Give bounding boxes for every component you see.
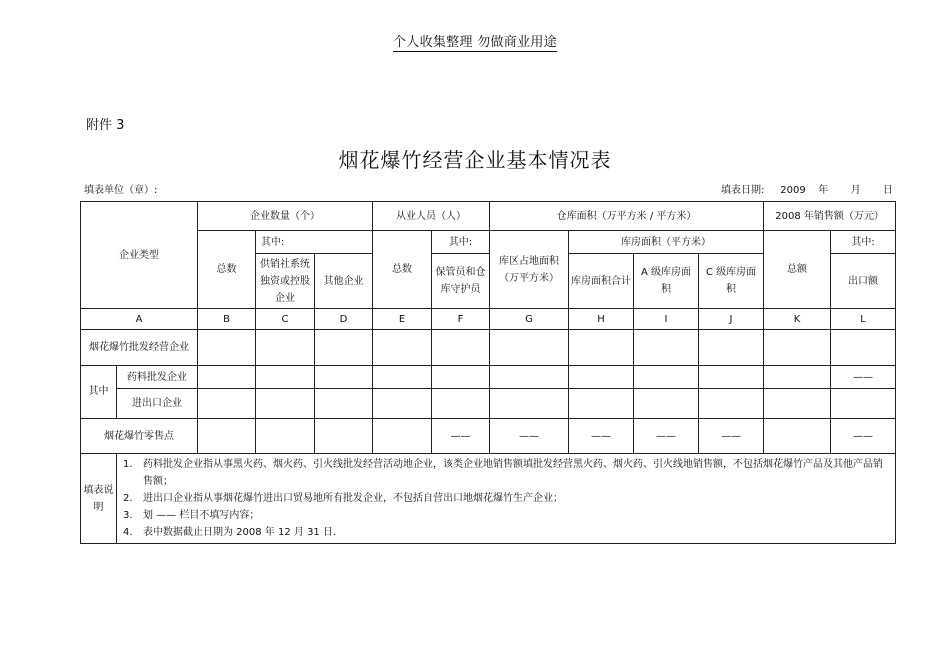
note-number: 4. [123, 527, 133, 538]
header-a-grade: A 级库房面积 [634, 254, 699, 309]
header-enterprise-type: 企业类型 [81, 202, 198, 309]
table-row [81, 330, 896, 366]
data-cell[interactable] [256, 330, 315, 366]
data-cell[interactable] [764, 389, 831, 419]
dash-cell: —— [831, 366, 896, 389]
note-number: 3. [123, 510, 133, 521]
table-row [81, 389, 896, 419]
dash-cell: —— [699, 419, 764, 454]
note-item [123, 524, 889, 541]
header-room-area: 库房面积（平方米） [569, 231, 764, 254]
data-cell[interactable] [490, 366, 569, 389]
data-cell[interactable] [569, 330, 634, 366]
data-cell[interactable] [634, 389, 699, 419]
data-cell[interactable] [432, 330, 490, 366]
data-cell[interactable] [315, 366, 373, 389]
data-cell[interactable] [198, 419, 256, 454]
page-header: 个人收集整理 勿做商业用途 [392, 35, 558, 50]
column-letter: H [569, 309, 634, 330]
row-label-import-export: 进出口企业 [117, 389, 198, 419]
dash-cell: —— [634, 419, 699, 454]
row-label-pharma: 药料批发企业 [117, 366, 198, 389]
header-c-grade: C 级库房面积 [699, 254, 764, 309]
attachment-label: 附件 3 [86, 118, 125, 133]
fill-unit-label: 填表单位（章）: [84, 185, 158, 196]
data-cell[interactable] [373, 389, 432, 419]
column-letter: L [831, 309, 896, 330]
data-cell[interactable] [831, 330, 896, 366]
header-keeper: 保管员和仓库守护员 [432, 254, 490, 309]
data-cell[interactable] [373, 366, 432, 389]
column-letter: B [198, 309, 256, 330]
row-label-wholesale: 烟花爆竹批发经营企业 [81, 330, 198, 366]
column-letter: E [373, 309, 432, 330]
column-letter: G [490, 309, 569, 330]
data-cell[interactable] [432, 366, 490, 389]
column-letter: C [256, 309, 315, 330]
note-text: 表中数据截止日期为 2008 年 12 月 31 日. [143, 527, 337, 538]
table-row [81, 366, 896, 389]
header-supply-coop: 供销社系统独资或控股企业 [256, 254, 315, 309]
column-letter: J [699, 309, 764, 330]
data-cell[interactable] [315, 330, 373, 366]
data-cell[interactable] [373, 330, 432, 366]
page-title: 烟花爆竹经营企业基本情况表 [338, 148, 612, 172]
data-cell[interactable] [764, 419, 831, 454]
header-staff: 从业人员（人） [373, 202, 490, 231]
data-cell[interactable] [699, 330, 764, 366]
column-letter: I [634, 309, 699, 330]
data-cell[interactable] [699, 366, 764, 389]
header-staff-among: 其中: [432, 231, 490, 254]
notes-content [117, 454, 896, 544]
data-cell[interactable] [432, 389, 490, 419]
data-cell[interactable] [764, 366, 831, 389]
note-item [123, 456, 889, 490]
data-cell[interactable] [315, 389, 373, 419]
header-site-area: 库区占地面积（万平方米） [490, 231, 569, 309]
header-count-among: 其中: [256, 231, 373, 254]
header-room-total: 库房面积合计 [569, 254, 634, 309]
data-cell[interactable] [256, 419, 315, 454]
dash-cell: —— [490, 419, 569, 454]
data-cell[interactable] [490, 330, 569, 366]
data-cell[interactable] [256, 366, 315, 389]
dash-cell: —— [432, 419, 490, 454]
enterprise-info-table [80, 201, 896, 544]
column-letter: K [764, 309, 831, 330]
note-text: 划 —— 栏目不填写内容； [143, 510, 260, 521]
header-staff-total: 总数 [373, 231, 432, 309]
column-letter: A [81, 309, 198, 330]
data-cell[interactable] [831, 389, 896, 419]
fill-date-label: 填表日期: 2009 年 月 日 [721, 185, 893, 196]
note-text: 药料批发企业指从事黑火药、烟火药、引火线批发经营活动地企业，该类企业地销售额填批发经营黑火药、烟火药、引火线地销售额，不包括烟花爆竹产品及其他产品销售额； [143, 459, 883, 487]
table-row [81, 419, 896, 454]
data-cell[interactable] [634, 330, 699, 366]
dash-cell: —— [569, 419, 634, 454]
row-label-among: 其中 [81, 366, 117, 419]
notes-label: 填表说明 [81, 454, 117, 544]
data-cell[interactable] [256, 389, 315, 419]
note-number: 2. [123, 493, 133, 504]
header-enterprise-count: 企业数量（个） [198, 202, 373, 231]
data-cell[interactable] [490, 389, 569, 419]
note-item [123, 490, 889, 507]
data-cell[interactable] [198, 330, 256, 366]
header-other-enterprise: 其他企业 [315, 254, 373, 309]
data-cell[interactable] [373, 419, 432, 454]
header-export: 出口额 [831, 254, 896, 309]
header-count-total: 总数 [198, 231, 256, 309]
column-letter: F [432, 309, 490, 330]
header-sales-total: 总额 [764, 231, 831, 309]
data-cell[interactable] [315, 419, 373, 454]
note-item [123, 507, 889, 524]
data-cell[interactable] [764, 330, 831, 366]
column-letter: D [315, 309, 373, 330]
dash-cell: —— [831, 419, 896, 454]
note-text: 进出口企业指从事烟花爆竹进出口贸易地所有批发企业，不包括自营出口地烟花爆竹生产企业； [143, 493, 563, 504]
data-cell[interactable] [699, 389, 764, 419]
data-cell[interactable] [569, 389, 634, 419]
header-sales: 2008 年销售额（万元） [764, 202, 896, 231]
note-number: 1. [123, 459, 133, 470]
data-cell[interactable] [634, 366, 699, 389]
data-cell[interactable] [198, 366, 256, 389]
row-label-retail: 烟花爆竹零售点 [81, 419, 198, 454]
data-cell[interactable] [569, 366, 634, 389]
header-warehouse-area: 仓库面积（万平方米 / 平方米） [490, 202, 764, 231]
data-cell[interactable] [198, 389, 256, 419]
header-sales-among: 其中: [831, 231, 896, 254]
